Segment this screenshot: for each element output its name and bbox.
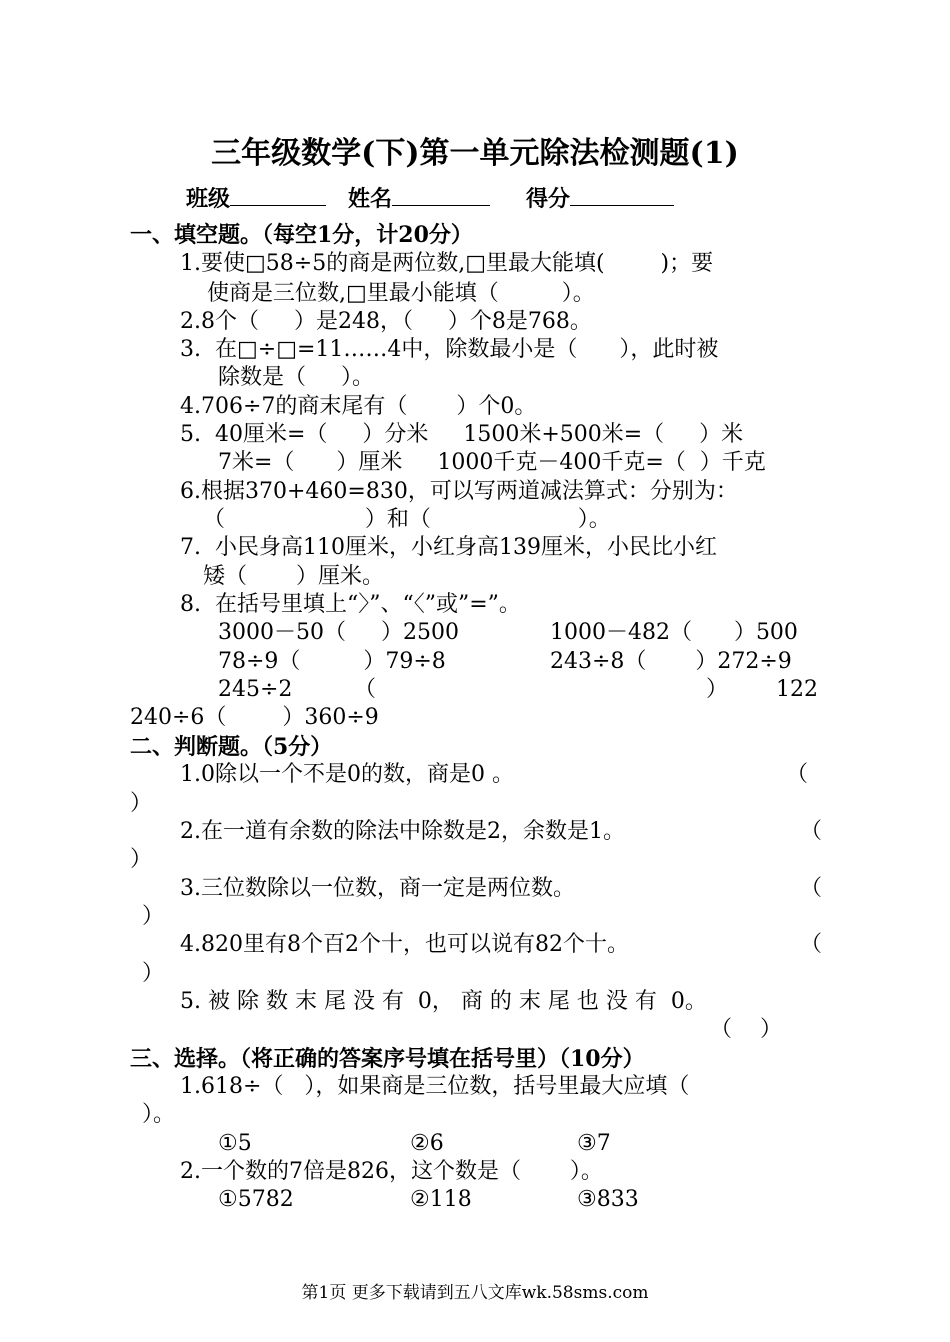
- s1-compare: 122: [776, 677, 818, 702]
- s1-line: （ ）和（ ）。: [203, 507, 611, 532]
- page-title: 三年级数学(下)第一单元除法检测题(1): [211, 136, 739, 171]
- choice-option[interactable]: ②118: [410, 1187, 472, 1212]
- s1-compare: 78÷9（ ）79÷8: [218, 649, 446, 674]
- choice-option[interactable]: ③7: [577, 1131, 611, 1156]
- choice-option[interactable]: ②6: [410, 1131, 444, 1156]
- judge-item-close: ）: [130, 791, 153, 816]
- judge-item-text: 1.0除以一个不是0的数，商是0 。: [180, 762, 514, 787]
- section1-heading: 一、填空题。（每空1分，计20分）: [130, 222, 473, 248]
- s1-compare: 1000－482（ ）500: [550, 620, 798, 645]
- name-blank[interactable]: [392, 185, 490, 206]
- judge-item-close: ）: [142, 961, 165, 986]
- score-label: 得分: [526, 186, 571, 212]
- s1-line: 3. 在□÷□=11……4中，除数最小是（ ），此时被: [180, 337, 719, 362]
- page-footer: 第1页 更多下载请到五八文库wk.58sms.com: [301, 1283, 649, 1303]
- s1-line: 5. 40厘米=（ ）分米 1500米+500米=（ ）米: [180, 422, 744, 447]
- class-field[interactable]: [186, 182, 326, 213]
- s1-line: 6.根据370+460=830，可以写两道减法算式：分别为：: [180, 479, 738, 504]
- choice-question-cont: ）。: [142, 1102, 176, 1127]
- s1-line: 8. 在括号里填上“〉”、“〈”或”=”。: [180, 592, 521, 617]
- s1-compare: 243÷8（ ）272÷9: [550, 649, 792, 674]
- judge-item-text: 3.三位数除以一位数，商一定是两位数。: [180, 876, 575, 901]
- s1-compare: 3000－50（ ）2500: [218, 620, 459, 645]
- section2-heading: 二、判断题。（5分）: [130, 734, 333, 760]
- judge-item-open[interactable]: （: [786, 762, 809, 787]
- choice-option[interactable]: ①5782: [218, 1187, 294, 1212]
- choice-question: 2.一个数的7倍是826，这个数是（ ）。: [180, 1159, 603, 1184]
- s1-line: 1.要使□58÷5的商是两位数,□里最大能填( )；要: [180, 251, 714, 276]
- score-field[interactable]: [526, 182, 674, 213]
- section3-heading: 三、选择。（将正确的答案序号填在括号里）（10分）: [130, 1046, 645, 1072]
- name-field[interactable]: [348, 182, 490, 213]
- class-blank[interactable]: [230, 185, 326, 206]
- score-blank[interactable]: [570, 185, 674, 206]
- judge-item-text: 4.820里有8个百2个十，也可以说有82个十。: [180, 932, 629, 957]
- s1-line: 7. 小民身高110厘米，小红身高139厘米，小民比小红: [180, 535, 717, 560]
- s1-compare: ）: [706, 677, 729, 702]
- s1-line: 7米=（ ）厘米 1000千克－400千克=（ ）千克: [218, 450, 766, 475]
- class-label: 班级: [186, 186, 231, 212]
- s1-line: 除数是（ ）。: [218, 365, 374, 390]
- s1-line: 4.706÷7的商末尾有（ ）个0。: [180, 394, 537, 419]
- choice-question: 1.618÷（ ），如果商是三位数，括号里最大应填（: [180, 1074, 690, 1099]
- judge-item-text: 2.在一道有余数的除法中除数是2，余数是1。: [180, 819, 625, 844]
- s1-line: 矮（ ）厘米。: [203, 564, 384, 589]
- s1-compare: 245÷2: [218, 677, 293, 702]
- s1-compare: 240÷6（ ）360÷9: [130, 705, 379, 730]
- judge-item-open[interactable]: （ ）: [710, 1017, 782, 1042]
- judge-item-open[interactable]: （: [800, 932, 823, 957]
- s1-line: 使商是三位数,□里最小能填（ ）。: [207, 281, 595, 306]
- judge-item-open[interactable]: （: [800, 819, 823, 844]
- judge-item-close: ）: [142, 904, 165, 929]
- name-label: 姓名: [348, 186, 393, 212]
- judge-item-text: 5. 被 除 数 末 尾 没 有 0， 商 的 末 尾 也 没 有 0。: [180, 989, 707, 1014]
- choice-option[interactable]: ①5: [218, 1131, 252, 1156]
- choice-option[interactable]: ③833: [577, 1187, 639, 1212]
- s1-compare: （: [354, 677, 377, 702]
- judge-item-open[interactable]: （: [800, 876, 823, 901]
- judge-item-close: ）: [130, 847, 153, 872]
- s1-line: 2.8个（ ）是248，（ ）个8是768。: [180, 309, 592, 334]
